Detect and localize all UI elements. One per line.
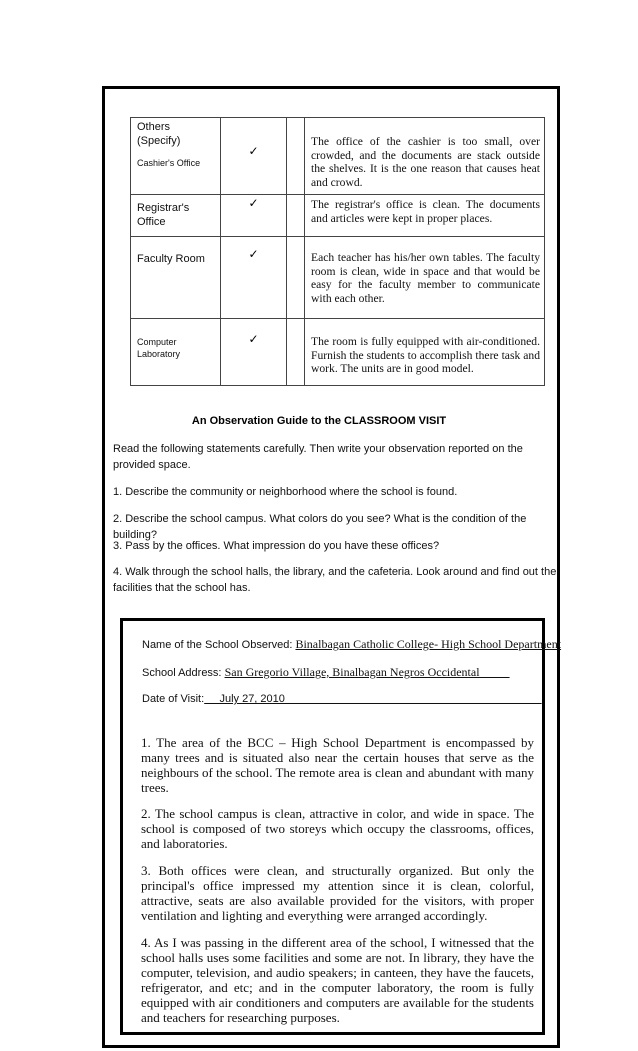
instructions: Read the following statements carefully. Then write your observation reported on the provided space. <box>113 443 523 471</box>
school-name-value: Binalbagan Catholic College- High School Department <box>295 637 562 651</box>
date-of-visit-label: Date of Visit: <box>142 693 205 705</box>
answer-2: 2. The school campus is clean, attractive in color, and wide in space. The school is composed of two storeys which occupy the classrooms, offices, and laboratories. <box>141 806 534 851</box>
table-row <box>131 195 545 237</box>
office-name-cell <box>131 237 221 319</box>
question-3: 3. Pass by the offices. What impression do you have these offices? <box>113 540 440 552</box>
remark-text: The office of the cashier is too small, over crowded, and the documents are stack outside the shelves. It is the one reason that causes heat and crowd. <box>311 135 540 189</box>
section-title: An Observation Guide to the CLASSROOM VISIT <box>191 415 447 427</box>
office-observation-table <box>130 117 545 386</box>
date-of-visit-field <box>142 693 542 705</box>
checkmark-icon: ✓ <box>248 332 259 346</box>
school-name-field <box>142 637 561 652</box>
office-name: Faculty Room <box>137 253 205 265</box>
blank-cell <box>287 319 305 386</box>
office-name: Registrar's Office <box>137 202 190 228</box>
office-name-cell <box>131 319 221 386</box>
check-cell <box>221 118 287 195</box>
question-2: 2. Describe the school campus. What colors do you see? What is the condition of the building? <box>113 513 527 541</box>
checkmark-icon: ✓ <box>248 247 259 261</box>
office-name-cell <box>131 195 221 237</box>
school-address-value: San Gregorio Village, Binalbagan Negros Occidental <box>224 665 510 679</box>
checkmark-icon: ✓ <box>248 196 259 210</box>
school-address-label: School Address: <box>142 667 225 679</box>
answer-3: 3. Both offices were clean, and structurally organized. But only the principal's office impressed my attention since it is clean, colorful, attractive, seats are also available provided for the visitors, with proper ventilation and lighting and everything were arranged accordingly. <box>141 863 534 923</box>
date-of-visit-value: July 27, 2010 <box>204 693 542 705</box>
remark-cell <box>305 195 545 237</box>
remark-text: The registrar's office is clean. The documents and articles were kept in proper places. <box>311 198 540 225</box>
remark-cell <box>305 118 545 195</box>
check-cell <box>221 319 287 386</box>
office-name-cell <box>131 118 221 195</box>
question-1: 1. Describe the community or neighborhood where the school is found. <box>113 486 458 498</box>
remark-cell <box>305 319 545 386</box>
school-name-label: Name of the School Observed: <box>142 639 296 651</box>
blank-cell <box>287 195 305 237</box>
table-row <box>131 118 545 195</box>
checkmark-icon: ✓ <box>248 144 259 158</box>
office-subname: Cashier's Office <box>137 158 201 168</box>
remark-text: The room is fully equipped with air-conditioned. Furnish the students to accomplish there task and work. The units are in good model. <box>311 335 540 375</box>
table-row <box>131 319 545 386</box>
answer-1: 1. The area of the BCC – High School Department is encompassed by many trees and is situated also near the certain houses that serve as the neighbours of the school. The remote area is clean and abundant with many trees. <box>141 735 534 795</box>
check-cell <box>221 237 287 319</box>
remark-text: Each teacher has his/her own tables. The faculty room is clean, wide in space and that would be easy for the faculty member to communicate with each other. <box>311 251 540 305</box>
school-address-field <box>142 665 510 680</box>
question-4: 4. Walk through the school halls, the library, and the cafeteria. Look around and find out the facilities that the school has. <box>113 566 557 594</box>
check-cell <box>221 195 287 237</box>
blank-cell <box>287 118 305 195</box>
blank-cell <box>287 237 305 319</box>
table-row <box>131 237 545 319</box>
answer-4: 4. As I was passing in the different area of the school, I witnessed that the school halls uses some facilities and some are not. In library, they have the computer, television, and audio speakers; in canteen, they have the faucets, refrigerator, and etc; and in the computer laboratory, the room is fully equipped with air conditioners and computers are available for the students and teachers for researching purposes. <box>141 935 534 1025</box>
remark-cell <box>305 237 545 319</box>
office-name: Computer Laboratory <box>137 337 181 359</box>
office-name: Others (Specify) <box>137 121 181 147</box>
